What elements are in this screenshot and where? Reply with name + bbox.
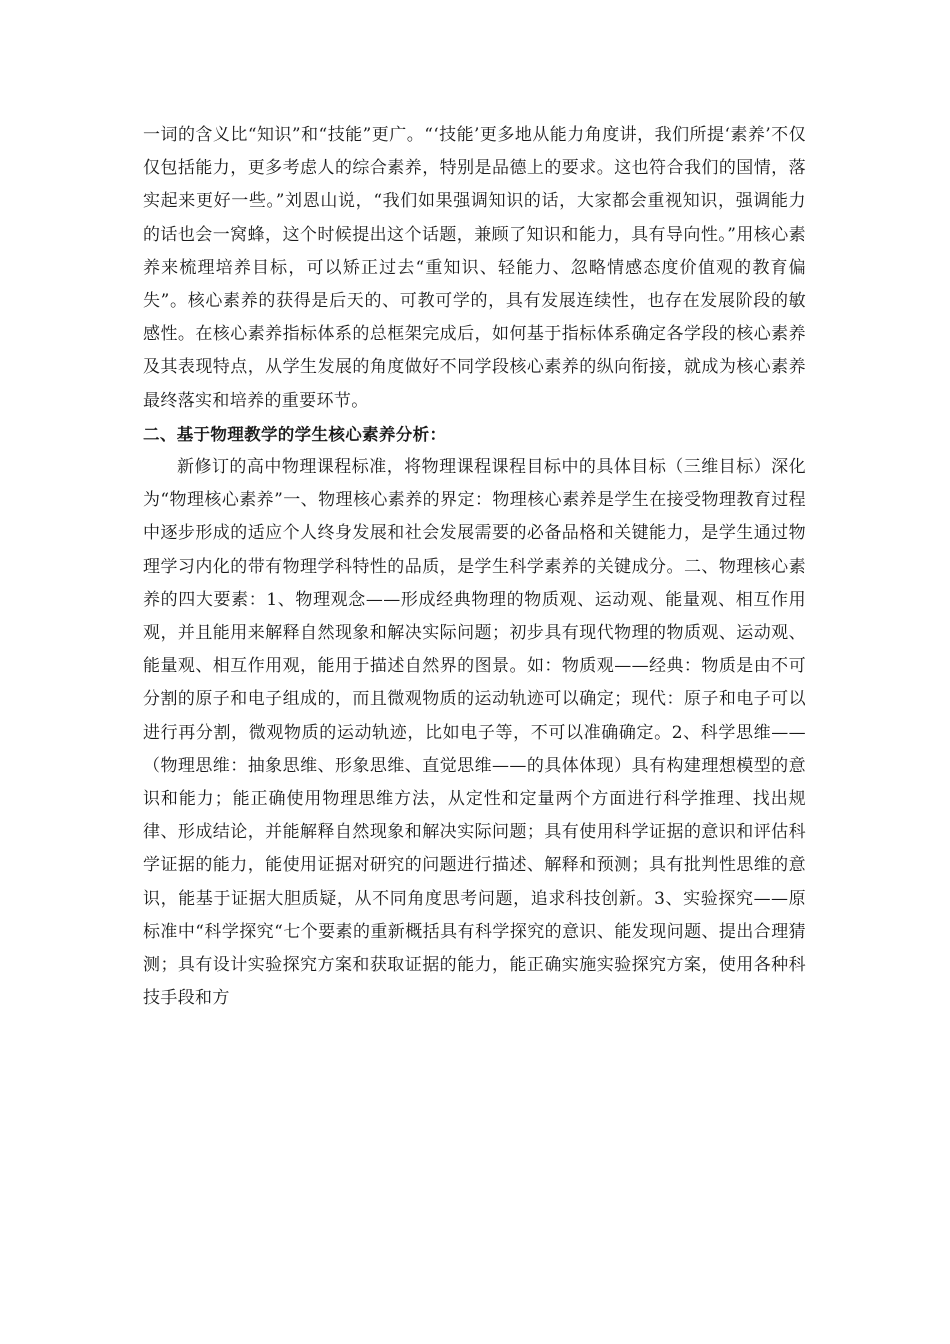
body-paragraph-2: 新修订的高中物理课程标准，将物理课程课程目标中的具体目标（三维目标）深化为“物理核心素养”一、物理核心素养的界定：物理核心素养是学生在接受物理教育过程中逐步形成的适应个人终身发展和社会发展需要的必备品格和关键能力，是学生通过物理学习内化的带有物理学科特性的品质，是学生科学素养的关键成分。二、物理核心素养的四大要素：1、物理观念——形成经典物理的物质观、运动观、能量观、相互作用观，并且能用来解释自然现象和解决实际问题；初步具有现代物理的物质观、运动观、能量观、相互作用观，能用于描述自然界的图景。如：物质观——经典：物质是由不可分割的原子和电子组成的，而且微观物质的运动轨迹可以确定；现代：原子和电子可以进行再分割，微观物质的运动轨迹，比如电子等，不可以准确确定。2、科学思维——（物理思维：抽象思维、形象思维、直觉思维——的具体体现）具有构建理想模型的意识和能力；能正确使用物理思维方法，从定性和定量两个方面进行科学推理、找出规律、形成结论，并能解释自然现象和解决实际问题；具有使用科学证据的意识和评估科学证据的能力，能使用证据对研究的问题进行描述、解释和预测；具有批判性思维的意识，能基于证据大胆质疑，从不同角度思考问题，追求科技创新。3、实验探究——原标准中“科学探究“七个要素的重新概括具有科学探究的意识、能发现问题、提出合理猜测；具有设计实验探究方案和获取证据的能力，能正确实施实验探究方案，使用各种科技手段和方 (143, 457, 806, 1009)
document-page (143, 119, 806, 1015)
body-paragraph-1: 一词的含义比“知识”和“技能”更广。“‘技能’更多地从能力角度讲，我们所提‘素养’不仅仅包括能力，更多考虑人的综合素养，特别是品德上的要求。这也符合我们的国情，落实起来更好一些。”刘恩山说，“我们如果强调知识的话，大家都会重视知识，强调能力的话也会一窝蜂，这个时候提出这个话题，兼顾了知识和能力，具有导向性。”用核心素养来梳理培养目标，可以矫正过去“重知识、轻能力、忽略情感态度价值观的教育偏失”。核心素养的获得是后天的、可教可学的，具有发展连续性，也存在发展阶段的敏感性。在核心素养指标体系的总框架完成后，如何基于指标体系确定各学段的核心素养及其表现特点，从学生发展的角度做好不同学段核心素养的纵向衔接，就成为核心素养最终落实和培养的重要环节。 (143, 125, 806, 411)
section-heading: 二、基于物理教学的学生核心素养分析： (143, 424, 447, 444)
